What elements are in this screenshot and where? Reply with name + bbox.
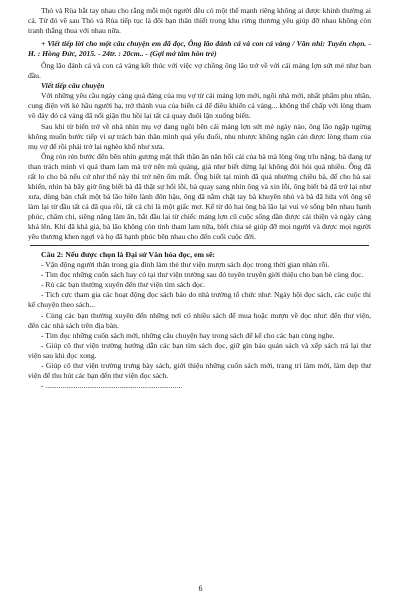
- reference-heading: + Viết tiếp lời cho một câu chuyện em đã đọc, Ông lão đánh cá và con cá vàng / Văn nhi: Tuyển chọn. - H. : Hồng Đức, 2015. - 24tr. : 20cm.. - (Gợi mở tâm hồn trẻ): [28, 39, 371, 59]
- continuation-paragraph-2: Sau khi từ biển trở về nhà nhìn mụ vợ đang ngồi bên cái máng lợn sứt mẻ ngày nào, ông lão ngập ngừng không muốn bước tiếp vì sự trách bản thân mình quá yếu đuối, nhu nhược không ngăn cản được lòng tham của mụ vợ để rồi phải trở lại nghèo khổ như xưa.: [28, 121, 371, 151]
- list-item: - ........................................................................: [41, 380, 183, 390]
- list-item: - Rủ các bạn thường xuyên đến thư viện tìm sách đọc.: [41, 280, 206, 290]
- continuation-paragraph-3: Ông rón rén bước đến bên nhìn gương mặt thất thần ăn năn hối cải của bà mà lòng ông trĩu nặng, bà đang tự than trách mình vì quá tham lam mà trở nên mù quáng, giá như biết dừng lại không đòi hỏi quá nhiều. Ông đã rất lo cho bà nếu cứ như thế này thì trở nên ốm mất. Ông biết tại mình đã quá nhường chiều bà, để cho bà sai khiến, nhìn bà bây giờ ông biết bà đã thật sự hối lỗi, bà quay sang nhìn ông và xin lỗi, ông biết bà đã trở lại như xưa, dùng bản chất một bà lão hiền lành đôn hậu, ông đã nắm chặt tay bà khuyên nhủ và bà đã hứa với ông sẽ làm lại từ đầu tất cả đã qua rồi, tất cả chỉ là một giấc mơ. Kể từ đó hai ông bà lão lại vui vẻ sống bên nhau hạnh phúc, chăm chỉ, siêng năng làm ăn, bắt đầu lại từ chiếc máng lợn cũ cuộc sống dần được cải thiện và ngày càng khá lên. Khi đã khá giả, bà lão không còn tính tham lam nữa, biết chia sẻ giúp đỡ mọi người và được mọi người yêu thương khen ngợi và họ đã hạnh phúc bên nhau cho đến cuối cuộc đời.: [28, 151, 371, 242]
- continuation-paragraph-1: Với những yêu cầu ngày càng quá đáng của mụ vợ từ cái máng lợn mới, ngôi nhà mới, nhất phẩm phu nhân, cung điện với kẻ hầu người hạ, trở thành vua của biển cả để điều khiển cá vàng... không thể chấp với lòng tham vô đáy đó cá vàng đã nổi giận thu hồi lại tất cả quay đuôi lặn xuống biển.: [28, 91, 371, 121]
- answer-list: [28, 260, 371, 391]
- list-item: - Tìm đọc những cuốn sách mới, những câu chuyện hay trong sách để kể cho các bạn cùng nghe.: [41, 330, 335, 340]
- continuation-subheading: Viết tiếp câu chuyện: [41, 81, 105, 91]
- page-number: 6: [198, 584, 203, 593]
- story-summary-paragraph: Ông lão đánh cá và con cá vàng kết thúc với việc vợ chồng ông lão trở về với cái máng lợn sứt mẻ như ban đầu.: [28, 61, 371, 81]
- question-2-title: Câu 2: Nếu được chọn là Đại sứ Văn hóa đọc, em sẽ:: [41, 250, 216, 260]
- list-item: - Tìm đọc những cuốn sách hay có tại thư viện trường sau đó tuyên truyền giới thiệu cho bạn bè cùng đọc.: [41, 270, 364, 280]
- section-divider: [30, 245, 369, 246]
- list-item: - Tích cực tham gia các hoạt động đọc sách báo do nhà trường tổ chức như: Ngày hội đọc sách, các cuộc thi kể chuyện theo sách...: [28, 290, 371, 310]
- list-item: - Vận động người thân trong gia đình làm thẻ thư viện mượn sách đọc trong thời gian nhàn rỗi.: [41, 260, 330, 270]
- list-item: - Cùng các bạn thường xuyên đến những nơi có nhiều sách để mua hoặc mượn về đọc như: đến thư viện, đến các nhà sách trên địa bàn.: [28, 310, 371, 330]
- list-item: - Giúp cô thư viện trường trưng bày sách, giới thiệu những cuốn sách mới, trang trí làm mới, làm đẹp thư viện để thu hút các bạn đến thư viện đọc sách.: [28, 360, 371, 380]
- list-item: - Giúp cô thư viện trường hướng dẫn các bạn tìm sách đọc, giữ gìn bảo quản sách và xếp sách trả lại thư viện sau khi đọc xong.: [28, 340, 371, 360]
- story-conclusion-paragraph: Thỏ và Rùa bắt tay nhau cho rằng mỗi một người đều có một thế mạnh riêng không ai được khinh thường ai cả. Từ đó về sau Thỏ và Rùa tiếp tục là đôi bạn thân thiết trong khu rừng thương yêu giúp đỡ nhau không còn tranh thắng thua với nhau nữa.: [28, 6, 371, 36]
